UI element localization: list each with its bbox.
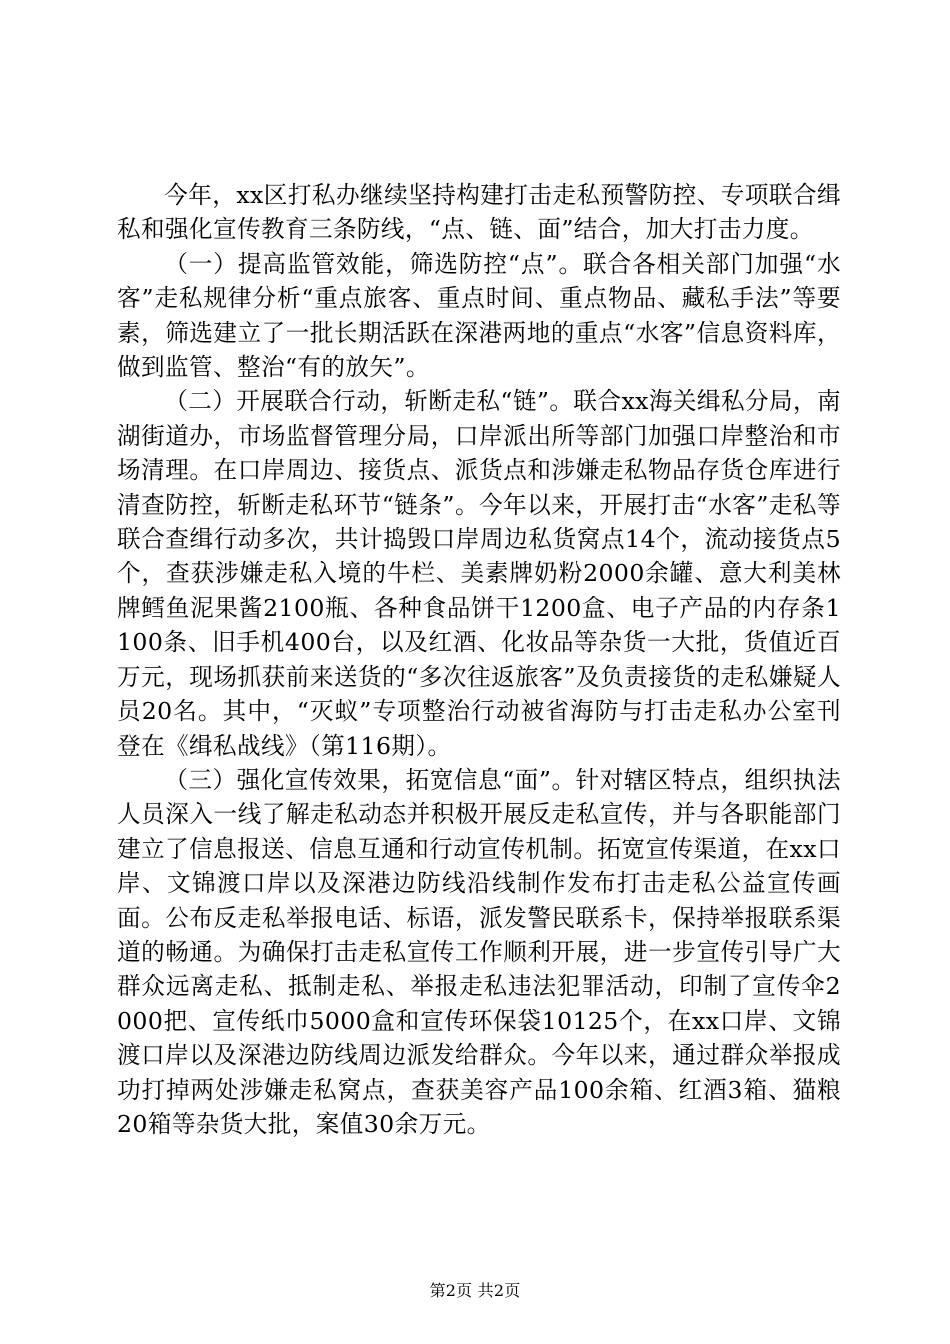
paragraph-section-1: （一）提高监管效能，筛选防控“点”。联合各相关部门加强“水客”走私规律分析“重点旅客、重点时间、重点物品、藏私手法”等要素，筛选建立了一批长期活跃在深港两地的重点“水客”信息资料库，做到监管、整治“有的放矢”。 <box>117 249 841 382</box>
page-number-footer: 第2页 共2页 <box>429 1281 521 1300</box>
paragraph-section-2: （二）开展联合行动，斩断走私“链”。联合xx海关缉私分局，南湖街道办，市场监督管理分局，口岸派出所等部门加强口岸整治和市场清理。在口岸周边、接货点、派货点和涉嫌走私物品存货仓库进行清查防控，斩断走私环节“链条”。今年以来，开展打击“水客”走私等联合查缉行动多次，共计捣毁口岸周边私货窝点14个，流动接货点5个，查获涉嫌走私入境的牛栏、美素牌奶粉2000余罐、意大利美林牌鳕鱼泥果酱2100瓶、各种食品饼干1200盒、电子产品的内存条1100条、旧手机400台，以及红酒、化妆品等杂货一大批，货值近百万元，现场抓获前来送货的“多次往返旅客”及负责接货的走私嫌疑人员20名。其中，“灭蚁”专项整治行动被省海防与打击走私办公室刊登在《缉私战线》（第116期）。 <box>117 387 841 760</box>
paragraph-intro: 今年，xx区打私办继续坚持构建打击走私预警防控、专项联合缉私和强化宣传教育三条防线，“点、链、面”结合，加大打击力度。 <box>117 181 841 244</box>
document-body <box>117 178 841 1141</box>
paragraph-section-3: （三）强化宣传效果，拓宽信息“面”。针对辖区特点，组织执法人员深入一线了解走私动态并积极开展反走私宣传，并与各职能部门建立了信息报送、信息互通和行动宣传机制。拓宽宣传渠道，在xx口岸、文锦渡口岸以及深港边防线沿线制作发布打击走私公益宣传画面。公布反走私举报电话、标语，派发警民联系卡，保持举报联系渠道的畅通。为确保打击走私宣传工作顺利开展，进一步宣传引导广大群众远离走私、抵制走私、举报走私违法犯罪活动，印制了宣传伞2000把、宣传纸巾5000盒和宣传环保袋10125个，在xx口岸、文锦渡口岸以及深港边防线周边派发给群众。今年以来，通过群众举报成功打掉两处涉嫌走私窝点，查获美容产品100余箱、红酒3箱、猫粮20箱等杂货大批，案值30余万元。 <box>117 765 841 1138</box>
